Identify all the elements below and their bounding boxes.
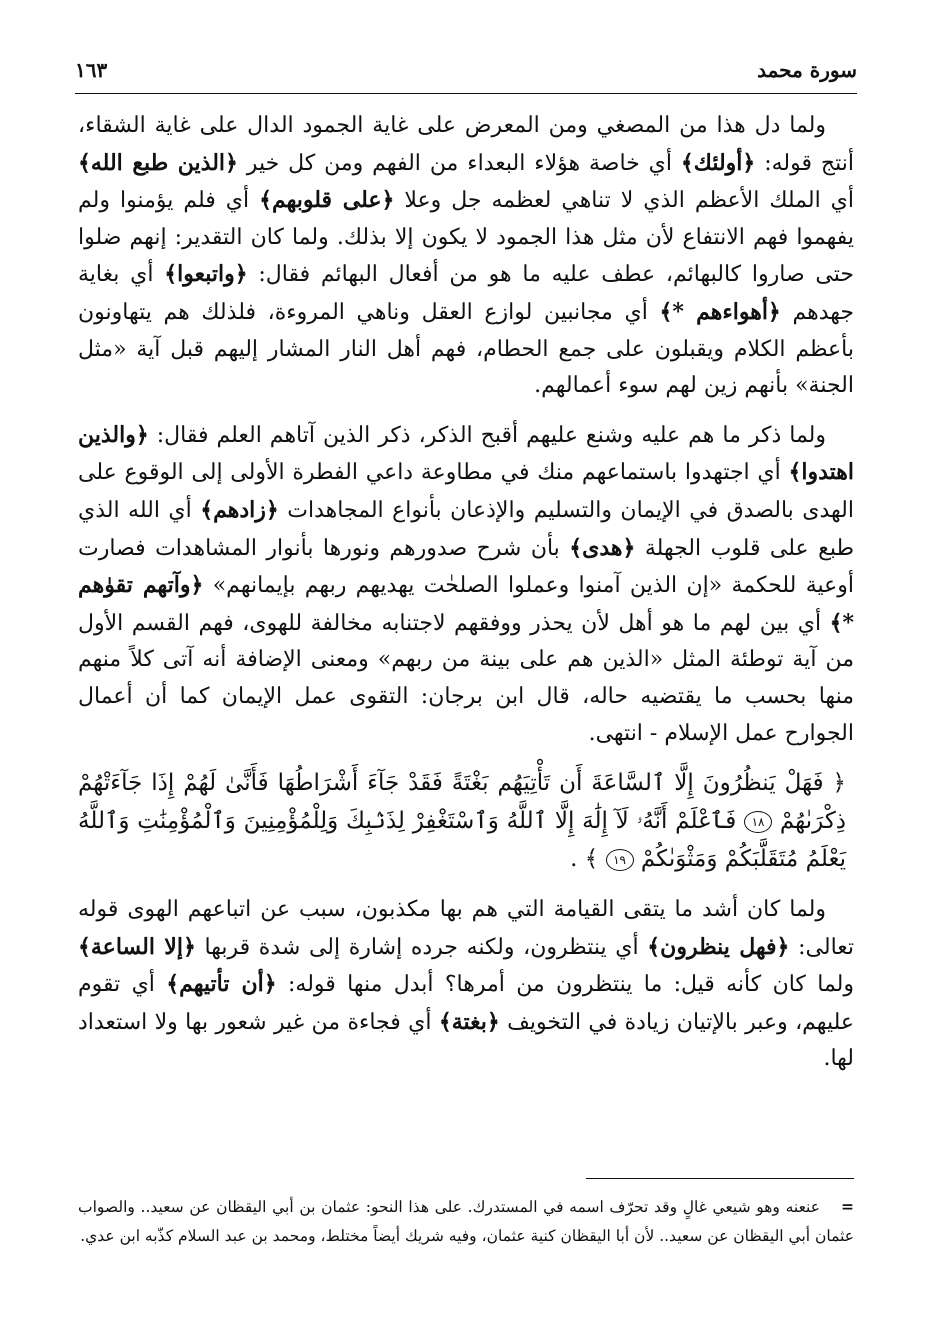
commentary-text: بأن شرح صدورهم ونورها بأنوار المشاهدات فصارت أوعية للحكمة «إن الذين آمنوا وعملوا الصلحٰت يهديهم ربهم بإيمانهم» xyxy=(78,535,854,599)
quoted-verse-fragment: ﴿فهل ينظرون﴾ xyxy=(647,933,790,960)
paragraph-1 xyxy=(78,108,854,405)
commentary-text: أي بين لهم ما هو أهل لأن يحذر ووفقهم لاجتنابه مخالفة للهوى، فهم القسم الأول من آية توطئة المثل «الذين هم على بينة من ربهم» ومعنى الإضافة أنه آتى كلاً منهم منها بحسب ما يقتضيه حاله، قال ابن برجان: التقوى عمل الإيمان كما أن أعمال الجوارح عمل الإسلام - انتهى. xyxy=(78,610,854,746)
quoted-verse-fragment: ﴿وآتهم تقوٰهم *﴾ xyxy=(78,572,854,636)
quoted-verse-fragment: ﴿على قلوبهم﴾ xyxy=(259,187,395,214)
commentary-text: ولما ذكر ما هم عليه وشنع عليهم أقبح الذكر، ذكر الذين آتاهم العلم فقال: xyxy=(148,422,826,448)
ayah-number-19: ١٩ xyxy=(606,849,634,871)
quoted-verse-fragment: ﴿أهواءهم *﴾ xyxy=(659,298,781,325)
commentary-text: ولما كان كأنه قيل: ما ينتظرون من أمرها؟ أبدل منها قوله: xyxy=(276,972,854,998)
verse-part-1: ﴿ فَهَلْ يَنظُرُونَ إِلَّا ٱلسَّاعَةَ أَن تَأْتِيَهُم بَغْتَةً فَقَدْ جَآءَ أَشْرَاطُهَا فَأَنَّىٰ لَهُمْ إِذَا جَآءَتْهُمْ ذِكْرَىٰهُمْ xyxy=(78,770,847,835)
quoted-verse-fragment: ﴿هدى﴾ xyxy=(569,534,636,561)
commentary-text: أي فلم يؤمنوا ولم يفهموا فهم الانتفاع لأن مثل هذا الجمود لا يكون إلا بذلك. ولما كان التقدير: إنهم ضلوا حتى صاروا كالبهائم، عطف عليه ما هو من أفعال البهائم فقال: xyxy=(78,188,854,288)
surah-title: سورة محمد xyxy=(757,58,857,82)
header-rule xyxy=(75,93,857,94)
verse-end: ﴾ . xyxy=(570,846,599,873)
commentary-text: ولما كان أشد ما يتقى القيامة التي هم بها مكذبون، سبب عن اتباعهم الهوى قوله تعالى: xyxy=(78,897,855,960)
commentary-text: أي مجانبين لوازع العقل وناهي المروءة، فلذلك هم يتهاونون بأعظم الكلام ويقبلون على جمع الحطام، فهم أهل النار المشار إليهم قبل آية «مثل الجنة» بأنهم زين لهم سوء أعمالهم. xyxy=(78,299,854,399)
page-number: ١٦٣ xyxy=(75,58,108,82)
commentary-text: أي اجتهدوا باستماعهم منك في مطاوعة داعي الفطرة الأولى إلى الوقوع على الهدى بالصدق في الإيمان والتسليم والإذعان بأنواع المجاهدات xyxy=(78,460,854,523)
quoted-verse-fragment: ﴿بغتة﴾ xyxy=(438,1008,500,1035)
quoted-verse-fragment: ﴿أولئك﴾ xyxy=(680,149,756,176)
commentary-text: ولما دل هذا من المصغي ومن المعرض على غاية الجمود الدال على غاية الشقاء، أنتج قوله: xyxy=(78,113,854,176)
commentary-text: أي بغاية جهدهم xyxy=(78,262,854,325)
paragraph-2 xyxy=(78,417,854,752)
verse-part-2: فَٱعْلَمْ أَنَّهُۥ لَآ إِلَٰهَ إِلَّا ٱللَّهُ وَٱسْتَغْفِرْ لِذَنۢبِكَ وَلِلْمُؤْمِنِينَ وَٱلْمُؤْمِنَٰتِ وَٱللَّهُ يَعْلَمُ مُتَقَلَّبَكُمْ وَمَثْوَىٰكُمْ xyxy=(78,808,846,873)
quoted-verse-fragment: ﴿الذين طبع الله﴾ xyxy=(78,149,238,176)
quoted-verse-fragment: ﴿أن تأتيهم﴾ xyxy=(166,971,277,998)
quoted-verse-fragment: ﴿زادهم﴾ xyxy=(200,496,279,523)
running-header xyxy=(75,58,857,88)
quran-verse xyxy=(78,764,854,878)
footnote-rule xyxy=(586,1178,854,1179)
ayah-number-18: ١٨ xyxy=(744,811,772,833)
quoted-verse-fragment: ﴿والذين اهتدوا﴾ xyxy=(78,421,854,486)
paragraph-3 xyxy=(78,892,854,1078)
footnote-continuation-marker: = xyxy=(841,1197,854,1216)
footnote-text: عنعنه وهو شيعي غالٍ وقد تحرّف اسمه في المستدرك. على هذا النحو: عثمان بن أبي اليقظان عن سعيد.. والصواب عثمان أبي اليقظان عن سعيد.. لأن أبا اليقظان كنية عثمان، وفيه شريك أيضاً مختلط، ومحمد بن عبد السلام كذّبه ابن عدي. xyxy=(78,1198,854,1245)
quoted-verse-fragment: ﴿واتبعوا﴾ xyxy=(164,261,248,288)
commentary-text: أي فجاءة من غير شعور بها ولا استعداد لها. xyxy=(78,1009,854,1072)
commentary-text: أي تقوم عليهم، وعبر بالإتيان زيادة في التخويف xyxy=(78,972,854,1035)
commentary-text: أي الملك الأعظم الذي لا تناهي لعظمه جل وعلا xyxy=(394,188,855,214)
commentary-text: أي الله الذي طبع على قلوب الجهلة xyxy=(78,497,854,561)
commentary-text: أي خاصة هؤلاء البعداء من الفهم ومن كل خير xyxy=(237,150,681,176)
footnote xyxy=(78,1192,854,1251)
quoted-verse-fragment: ﴿إلا الساعة﴾ xyxy=(78,933,196,960)
commentary-text: أي ينتظرون، ولكنه جرده إشارة إلى شدة قربها xyxy=(195,934,648,960)
body-text xyxy=(78,108,854,1090)
